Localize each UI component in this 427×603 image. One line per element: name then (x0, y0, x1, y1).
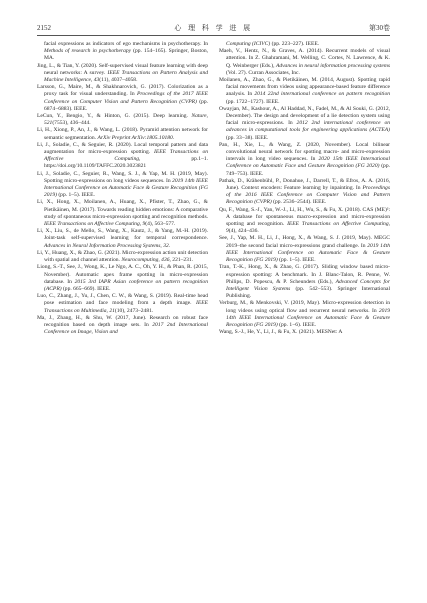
reference-text: Larsson, G., Maire, M., & Shakhnarovich, G. (2017). Colorization as a proxy task for visual understanding. In (37, 84, 208, 98)
reference-entry (219, 48, 390, 77)
reference-entry (37, 171, 208, 200)
reference-entry (37, 293, 208, 315)
reference-text: Luo, C., Zhang, J., Yu, J., Chen, C. W., & Wang, S. (2019). Real-time head pose estimation and face modeling from a depth image. (37, 293, 208, 307)
reference-source: Computing (ICIVC) (226, 41, 271, 47)
page-number: 2152 (37, 24, 51, 32)
reference-entry (219, 77, 390, 106)
reference-details: (pp. 1722−1727). IEEE. (226, 98, 280, 105)
reference-source: Advances in neural information processing systems (275, 62, 390, 69)
reference-details: , 221–231. (169, 257, 194, 264)
reference-entry (219, 178, 390, 207)
reference-entry-continued (37, 41, 208, 63)
reference-details: (7553), 436–444. (52, 120, 91, 127)
reference-details: (pp. 6874−6883). IEEE. (44, 98, 209, 112)
reference-text: Pathak, D., Krähenbühl, P., Donahue, J., Darrell, T., & Efros, A. A. (2016, June). Context encoders: Feature learning by inpainting. In (219, 177, 390, 192)
reference-source: 2012 2nd international conference on advances in computational tools for engineering applications (ACTEA) (226, 120, 390, 134)
reference-details: (pp. 542−553). Springer International Publishing. (226, 285, 390, 300)
reference-entry (37, 127, 208, 141)
reference-text: Wang, S.-J., He, Y., Li, J., & Fu, X. (2021). MESNet: A (219, 329, 343, 336)
reference-text: Li, Y., Huang, X., & Zhao, G. (2021). Micro-expression action unit detection with spatial and channel attention. (37, 249, 208, 264)
reference-entry (219, 142, 390, 178)
reference-entry (37, 113, 208, 127)
reference-text: facial expressions as indicators of ego mechanisms in psychotherapy. In (44, 41, 208, 47)
reference-entry (219, 300, 390, 329)
reference-source: IEEE Transactions on Affective Computing, (44, 149, 209, 163)
reference-text: LeCun, Y., Bengio, Y., & Hinton, G. (2015). Deep learning. (37, 113, 192, 120)
reference-details: (4), 563–577. (145, 221, 176, 228)
reference-text: Tran, T.-K., Hong, X., & Zhao, G. (2017). Sliding window based micro-expression spotting: A benchmark. In J. Blanc-Talon, R. Penne, W. Philips, D. Popescu, & P. Scheunders (Eds.), (219, 264, 390, 285)
reference-details: . (168, 242, 171, 249)
reference-entry (37, 228, 208, 250)
reference-details: (pp. 749–753). IEEE. (226, 163, 390, 177)
reference-source: 2019 14th IEEE International Conference on Automatic Face & Gesture Recognition (FG 2019) (44, 177, 209, 199)
reference-text: Qu, F., Wang, S.-J., Yan, W.-J., Li, H., Wu, S., & Fu, X. (2018). CAS (ME)²: A database for spontaneous macro-expression and micro-expression spotting and recognition. (219, 206, 390, 228)
reference-source: 2019 14th IEEE International Conference on Automatic Face & Gesture Recognition (FG 2019) (226, 242, 391, 264)
reference-details: (pp. 33−38). IEEE. (226, 134, 269, 141)
reference-source: 2017 2nd International Conference on Image, Vision and (44, 321, 208, 336)
reference-text: Li, X., Liu, S., de Mello, S., Wang, X., Kautz, J., & Yang, M.-H. (2019). Joint-task self-supervised learning for temporal correspondence. (37, 228, 208, 242)
reference-entry (37, 63, 208, 85)
reference-details: (10), 2473–2481. (114, 307, 154, 314)
reference-details: (pp. 665–669). IEEE. (61, 285, 111, 292)
reference-source: 2015 3rd IAPR Asian conference on pattern recognition (ACPR) (44, 278, 208, 292)
reference-source: Proceedings of the 2016 IEEE Conference on Computer Vision and Pattern Recognition (CVPR) (226, 185, 390, 206)
reference-source: ArXiv Preprint ArXiv:1805.10180. (97, 134, 175, 141)
reference-entry (37, 315, 208, 337)
reference-source: Advances in Neural Information Processing Systems, 32 (44, 242, 169, 249)
reference-source: IEEE Transactions on Affective Computing, 9 (226, 221, 390, 235)
reference-text: Pan, H., Xie, L., & Wang, Z. (2020, November). Local bilinear convolutional neural network for spotting macro- and micro-expression intervals in long video sequences. In (219, 141, 390, 163)
reference-column-right (219, 41, 390, 336)
reference-text: Ma, J., Zhang, H., & Shu, W. (2017, June). Research on robust face recognition based on depth image sets. In (37, 314, 208, 328)
reference-entry (37, 250, 208, 264)
reference-details: (pp. 1−6). IEEE. (277, 321, 317, 328)
reference-source: IEEE Transactions on Affective Computing, 9 (44, 221, 146, 228)
reference-text: Li, H., Xiong, P., An, J., & Wang, L. (2018). Pyramid attention network for semantic segmentation. (37, 127, 208, 141)
reference-source: Nature, 521 (44, 113, 208, 127)
volume-label: 第30卷 (369, 24, 390, 32)
reference-text: See, J., Yap, M. H., Li, J., Hong, X., & Wang, S. J. (2019, May). MEGC 2019–the second facial micro-expressions grand challenge. In (219, 235, 390, 249)
reference-details: (pp. 2536–2544). IEEE. (271, 199, 327, 206)
reference-source: 2020 15th IEEE International Conference on Automatic Face and Gesture Recognition (FG 2020) (226, 156, 390, 170)
reference-details: (4), 424–436. (228, 228, 259, 235)
reference-entry (219, 264, 390, 300)
reference-details: (pp. 1–5). IEEE. (277, 257, 316, 264)
reference-entry (37, 199, 208, 228)
journal-title: 心 理 科 学 进 展 (174, 24, 253, 32)
reference-details: (pp. 1–5). IEEE. (56, 192, 95, 199)
reference-details: (Vol. 27). Curran Associates, Inc. (226, 69, 300, 76)
reference-details: (pp. 223–227). IEEE. (270, 41, 320, 47)
reference-text: Maeh, V., Hentz, N., & Graves, A. (2014). Recurrent models of visual attention. In Z. Ghahramani, M. Welling, C. Cortes, N. Lawrence, & K. Q. Weinberger (Eds.), (219, 48, 390, 69)
reference-entry (37, 264, 208, 293)
reference-entry (37, 142, 208, 171)
reference-entry (219, 329, 390, 336)
reference-text: Verburg, M., & Menkovski, V. (2019, May). Micro-expression detection in long videos using optical flow and recurrent neural networks. In (219, 300, 390, 314)
reference-source: IEEE Transactions on Multimedia, 21 (44, 300, 208, 314)
reference-column-left (37, 41, 208, 336)
reference-source: Neurocomputing, 436 (121, 257, 170, 264)
reference-text: Liong, S.-T., See, J., Wong, K., Le Ngo, A. C., Oh, Y. H., & Phan, R. (2015, November). Automatic apex frame spotting in micro-expression database. In (37, 264, 208, 285)
reference-text: Owayjan, M., Kashour, A., Al Haddad, N., Fadel, M., & Al Souki, G. (2012, December). The design and development of a lie detection system using facial micro-expressions. In (219, 105, 390, 127)
reference-entry (219, 106, 390, 142)
reference-source: 2019 14th IEEE International Conference on Automatic Face & Gesture Recognition (FG 2019) (226, 307, 390, 328)
reference-details: (11), 4037–4058. (99, 77, 138, 84)
header-rule (37, 35, 390, 36)
reference-details: (pp. 154–165). Springer, Boston, MA. (44, 48, 208, 62)
reference-source: Advanced Concepts for Intelligent Vision Systems (226, 278, 390, 292)
reference-source: 2014 22nd international conference on pattern recognition (254, 91, 390, 98)
reference-details: pp.1–1. https://doi.org/10.1109/TAFFC.2020.3023821 (44, 156, 208, 170)
reference-entry (219, 235, 390, 264)
reference-source: Methods of research in psychotherapy (44, 48, 132, 55)
reference-source: IEEE Transactions on Pattern Analysis and Machine Intelligence, 43 (44, 69, 208, 84)
reference-text: Li, J., Soladie, C., & Seguier, R. (2020). Local temporal pattern and data augmentation for micro-expression spotting. (37, 141, 208, 156)
reference-entry (219, 207, 390, 236)
reference-text: Jing, L., & Tian, Y. (2020). Self-supervised visual feature learning with deep neural networks: A survey. (37, 62, 208, 76)
reference-text: Li, J., Soladie, C., Seguier, R., Wang, S. J., & Yap, M. H. (2019, May). Spotting micro-expressions on long videos sequences. In (37, 170, 208, 184)
reference-entry (37, 84, 208, 113)
running-header (37, 22, 390, 34)
reference-source: Proceedings of the 2017 IEEE Conference on Computer Vision and Pattern Recognition (CVPR) (44, 91, 208, 105)
reference-text: Moilanen, A., Zhao, G., & Pietikäinen, M. (2014, August). Spotting rapid facial movements from videos using appearance-based feature difference analysis. In (219, 77, 390, 98)
reference-text: Li, X., Hong, X., Moilanen, A., Huang, X., Pfister, T., Zhao, G., & Pietikäinen, M. (2017). Towards reading hidden emotions: A comparative study of spontaneous micro-expression spotting and recognition methods. (37, 199, 208, 220)
